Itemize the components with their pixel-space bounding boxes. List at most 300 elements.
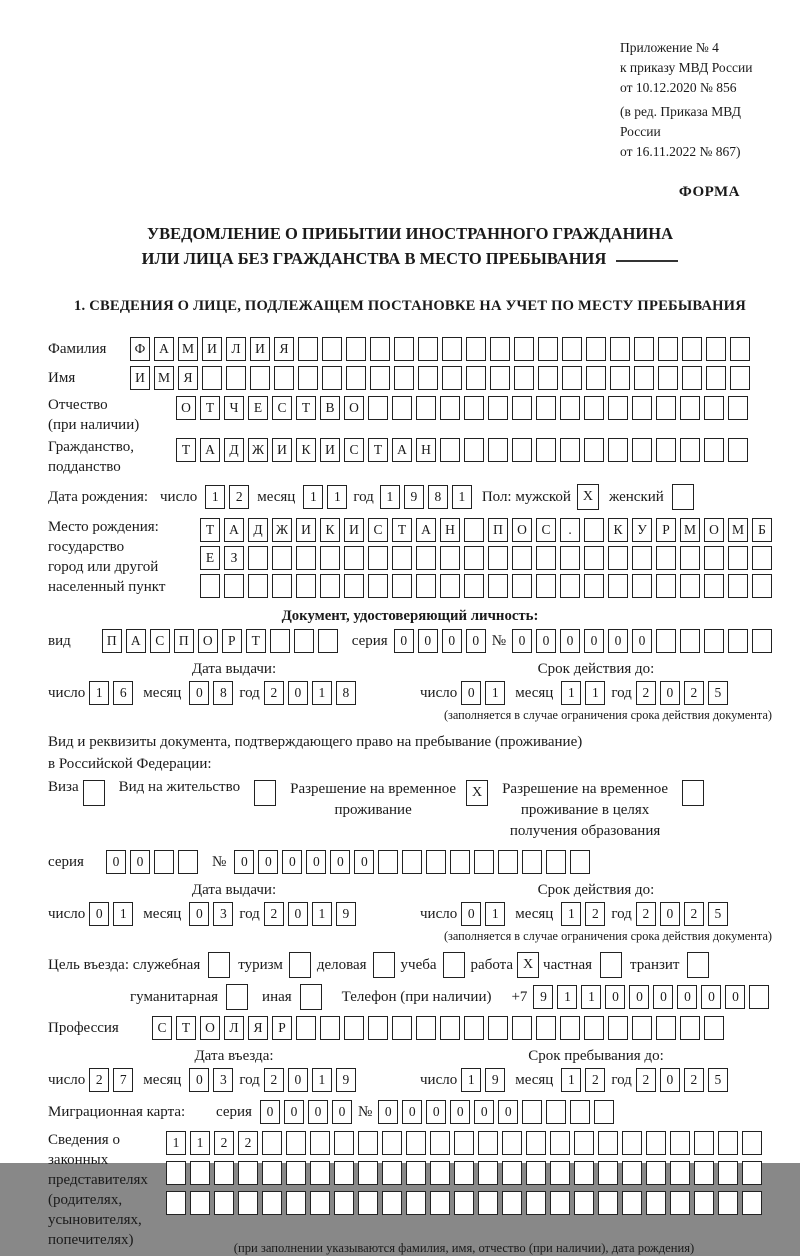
char-cell[interactable] [464, 396, 484, 420]
char-cell[interactable] [560, 1016, 580, 1040]
char-cell[interactable] [382, 1161, 402, 1185]
char-cell[interactable] [238, 1161, 258, 1185]
char-cell[interactable] [526, 1131, 546, 1155]
char-cell[interactable]: 2 [238, 1131, 258, 1155]
char-cell[interactable] [286, 1161, 306, 1185]
checkbox-cell[interactable] [226, 984, 248, 1010]
char-cell[interactable]: 2 [684, 681, 704, 705]
char-cell[interactable] [512, 1016, 532, 1040]
char-cell[interactable]: 0 [288, 1068, 308, 1092]
char-cell[interactable] [270, 629, 290, 653]
char-cell[interactable]: 0 [632, 629, 652, 653]
char-cell[interactable]: Я [274, 337, 294, 361]
char-cell[interactable] [594, 1100, 614, 1124]
char-cell[interactable] [464, 546, 484, 570]
char-cell[interactable] [718, 1191, 738, 1215]
char-cell[interactable] [574, 1191, 594, 1215]
checkbox-cell[interactable] [373, 952, 395, 978]
char-cell[interactable] [584, 1016, 604, 1040]
char-cell[interactable] [454, 1131, 474, 1155]
char-cell[interactable]: 1 [461, 1068, 481, 1092]
char-cell[interactable] [560, 396, 580, 420]
char-cell[interactable] [416, 574, 436, 598]
char-cell[interactable] [670, 1131, 690, 1155]
char-cell[interactable] [406, 1161, 426, 1185]
char-cell[interactable]: С [344, 438, 364, 462]
char-cell[interactable]: 0 [725, 985, 745, 1009]
char-cell[interactable]: 3 [213, 1068, 233, 1092]
char-cell[interactable] [358, 1191, 378, 1215]
char-cell[interactable] [608, 396, 628, 420]
char-cell[interactable] [752, 629, 772, 653]
char-cell[interactable] [622, 1161, 642, 1185]
char-cell[interactable]: 5 [708, 1068, 728, 1092]
char-cell[interactable] [248, 574, 268, 598]
char-cell[interactable]: 0 [677, 985, 697, 1009]
char-cell[interactable] [454, 1161, 474, 1185]
char-cell[interactable]: Т [200, 396, 220, 420]
char-cell[interactable] [706, 337, 726, 361]
char-cell[interactable] [680, 396, 700, 420]
char-cell[interactable]: Т [176, 438, 196, 462]
char-cell[interactable] [704, 574, 724, 598]
char-cell[interactable] [272, 574, 292, 598]
char-cell[interactable]: 2 [636, 681, 656, 705]
char-cell[interactable]: С [150, 629, 170, 653]
char-cell[interactable]: 0 [330, 850, 350, 874]
checkbox-cell[interactable] [682, 780, 704, 806]
char-cell[interactable]: 8 [336, 681, 356, 705]
char-cell[interactable] [368, 396, 388, 420]
char-cell[interactable] [318, 629, 338, 653]
char-cell[interactable] [296, 574, 316, 598]
char-cell[interactable]: 9 [404, 485, 424, 509]
char-cell[interactable]: 0 [354, 850, 374, 874]
char-cell[interactable] [752, 546, 772, 570]
char-cell[interactable]: Е [248, 396, 268, 420]
char-cell[interactable] [670, 1161, 690, 1185]
char-cell[interactable] [646, 1161, 666, 1185]
char-cell[interactable]: 0 [605, 985, 625, 1009]
char-cell[interactable]: 9 [336, 902, 356, 926]
char-cell[interactable] [166, 1161, 186, 1185]
char-cell[interactable]: 0 [660, 681, 680, 705]
char-cell[interactable] [632, 546, 652, 570]
char-cell[interactable] [730, 366, 750, 390]
char-cell[interactable] [502, 1131, 522, 1155]
char-cell[interactable] [464, 438, 484, 462]
char-cell[interactable]: 0 [512, 629, 532, 653]
char-cell[interactable] [728, 574, 748, 598]
checkbox-cell[interactable] [254, 780, 276, 806]
char-cell[interactable]: А [416, 518, 436, 542]
char-cell[interactable] [512, 546, 532, 570]
char-cell[interactable]: Я [248, 1016, 268, 1040]
char-cell[interactable] [730, 337, 750, 361]
char-cell[interactable]: 2 [264, 902, 284, 926]
char-cell[interactable]: А [392, 438, 412, 462]
char-cell[interactable] [728, 546, 748, 570]
char-cell[interactable]: С [272, 396, 292, 420]
char-cell[interactable] [570, 850, 590, 874]
char-cell[interactable]: 1 [557, 985, 577, 1009]
char-cell[interactable]: 0 [288, 681, 308, 705]
char-cell[interactable] [370, 366, 390, 390]
char-cell[interactable]: У [632, 518, 652, 542]
char-cell[interactable] [586, 366, 606, 390]
char-cell[interactable]: К [296, 438, 316, 462]
char-cell[interactable] [382, 1131, 402, 1155]
char-cell[interactable] [634, 337, 654, 361]
char-cell[interactable] [632, 1016, 652, 1040]
char-cell[interactable]: 1 [561, 1068, 581, 1092]
char-cell[interactable] [394, 337, 414, 361]
char-cell[interactable]: А [154, 337, 174, 361]
char-cell[interactable] [392, 396, 412, 420]
char-cell[interactable] [658, 337, 678, 361]
char-cell[interactable] [608, 546, 628, 570]
char-cell[interactable]: 1 [327, 485, 347, 509]
char-cell[interactable]: Д [248, 518, 268, 542]
char-cell[interactable] [634, 366, 654, 390]
char-cell[interactable]: 2 [585, 1068, 605, 1092]
char-cell[interactable] [584, 518, 604, 542]
char-cell[interactable] [742, 1191, 762, 1215]
char-cell[interactable]: Д [224, 438, 244, 462]
char-cell[interactable]: 9 [533, 985, 553, 1009]
char-cell[interactable]: Т [200, 518, 220, 542]
char-cell[interactable]: 0 [466, 629, 486, 653]
char-cell[interactable]: 0 [189, 902, 209, 926]
char-cell[interactable]: 1 [166, 1131, 186, 1155]
char-cell[interactable] [670, 1191, 690, 1215]
char-cell[interactable]: 0 [394, 629, 414, 653]
char-cell[interactable]: 2 [214, 1131, 234, 1155]
char-cell[interactable]: 2 [89, 1068, 109, 1092]
char-cell[interactable] [538, 366, 558, 390]
char-cell[interactable] [704, 438, 724, 462]
char-cell[interactable] [512, 574, 532, 598]
char-cell[interactable]: Т [368, 438, 388, 462]
char-cell[interactable] [286, 1191, 306, 1215]
char-cell[interactable] [742, 1131, 762, 1155]
char-cell[interactable]: 0 [130, 850, 150, 874]
char-cell[interactable] [190, 1191, 210, 1215]
char-cell[interactable] [656, 574, 676, 598]
char-cell[interactable]: Л [226, 337, 246, 361]
char-cell[interactable]: О [512, 518, 532, 542]
char-cell[interactable]: А [200, 438, 220, 462]
char-cell[interactable]: И [272, 438, 292, 462]
char-cell[interactable]: М [154, 366, 174, 390]
char-cell[interactable] [680, 546, 700, 570]
char-cell[interactable]: 2 [684, 902, 704, 926]
char-cell[interactable]: 1 [581, 985, 601, 1009]
char-cell[interactable]: 0 [308, 1100, 328, 1124]
char-cell[interactable] [344, 546, 364, 570]
char-cell[interactable] [656, 546, 676, 570]
char-cell[interactable] [546, 1100, 566, 1124]
char-cell[interactable]: 5 [708, 681, 728, 705]
char-cell[interactable] [418, 337, 438, 361]
char-cell[interactable]: Я [178, 366, 198, 390]
char-cell[interactable]: 1 [312, 902, 332, 926]
char-cell[interactable]: 0 [402, 1100, 422, 1124]
char-cell[interactable] [752, 574, 772, 598]
char-cell[interactable] [166, 1191, 186, 1215]
char-cell[interactable]: 0 [378, 1100, 398, 1124]
char-cell[interactable] [522, 1100, 542, 1124]
char-cell[interactable]: П [102, 629, 122, 653]
char-cell[interactable]: 1 [312, 681, 332, 705]
checkbox-cell[interactable]: X [517, 952, 539, 978]
char-cell[interactable]: 0 [461, 902, 481, 926]
char-cell[interactable] [200, 574, 220, 598]
char-cell[interactable] [646, 1131, 666, 1155]
char-cell[interactable] [658, 366, 678, 390]
char-cell[interactable] [680, 574, 700, 598]
char-cell[interactable]: И [130, 366, 150, 390]
char-cell[interactable] [490, 337, 510, 361]
char-cell[interactable] [382, 1191, 402, 1215]
checkbox-cell[interactable] [300, 984, 322, 1010]
char-cell[interactable] [488, 574, 508, 598]
char-cell[interactable]: 0 [629, 985, 649, 1009]
char-cell[interactable]: 0 [260, 1100, 280, 1124]
char-cell[interactable]: 0 [306, 850, 326, 874]
char-cell[interactable] [310, 1161, 330, 1185]
char-cell[interactable] [694, 1161, 714, 1185]
char-cell[interactable] [286, 1131, 306, 1155]
char-cell[interactable] [536, 396, 556, 420]
char-cell[interactable] [202, 366, 222, 390]
char-cell[interactable] [514, 366, 534, 390]
char-cell[interactable] [718, 1131, 738, 1155]
char-cell[interactable]: 0 [498, 1100, 518, 1124]
char-cell[interactable]: 1 [205, 485, 225, 509]
char-cell[interactable]: К [320, 518, 340, 542]
char-cell[interactable]: Ч [224, 396, 244, 420]
char-cell[interactable] [466, 337, 486, 361]
char-cell[interactable] [272, 546, 292, 570]
checkbox-cell[interactable] [443, 952, 465, 978]
char-cell[interactable]: 0 [584, 629, 604, 653]
char-cell[interactable]: Т [392, 518, 412, 542]
char-cell[interactable] [704, 1016, 724, 1040]
char-cell[interactable]: 0 [536, 629, 556, 653]
char-cell[interactable] [584, 438, 604, 462]
char-cell[interactable] [682, 366, 702, 390]
char-cell[interactable]: 1 [190, 1131, 210, 1155]
char-cell[interactable] [632, 438, 652, 462]
char-cell[interactable] [586, 337, 606, 361]
char-cell[interactable] [598, 1191, 618, 1215]
char-cell[interactable]: А [126, 629, 146, 653]
char-cell[interactable]: 0 [189, 1068, 209, 1092]
char-cell[interactable]: 0 [332, 1100, 352, 1124]
char-cell[interactable] [632, 396, 652, 420]
char-cell[interactable] [320, 1016, 340, 1040]
char-cell[interactable] [704, 629, 724, 653]
char-cell[interactable] [440, 396, 460, 420]
char-cell[interactable]: М [680, 518, 700, 542]
char-cell[interactable] [430, 1191, 450, 1215]
char-cell[interactable]: 1 [561, 902, 581, 926]
char-cell[interactable]: П [174, 629, 194, 653]
char-cell[interactable]: 0 [89, 902, 109, 926]
checkbox-cell[interactable] [289, 952, 311, 978]
char-cell[interactable] [262, 1191, 282, 1215]
char-cell[interactable] [214, 1161, 234, 1185]
char-cell[interactable] [728, 438, 748, 462]
char-cell[interactable] [346, 366, 366, 390]
char-cell[interactable] [178, 850, 198, 874]
char-cell[interactable]: И [344, 518, 364, 542]
char-cell[interactable] [490, 366, 510, 390]
char-cell[interactable]: Н [440, 518, 460, 542]
char-cell[interactable] [262, 1161, 282, 1185]
char-cell[interactable] [440, 438, 460, 462]
char-cell[interactable] [512, 438, 532, 462]
char-cell[interactable] [680, 629, 700, 653]
char-cell[interactable] [334, 1191, 354, 1215]
char-cell[interactable] [466, 366, 486, 390]
char-cell[interactable]: П [488, 518, 508, 542]
char-cell[interactable]: 0 [284, 1100, 304, 1124]
char-cell[interactable] [322, 337, 342, 361]
char-cell[interactable]: Р [656, 518, 676, 542]
char-cell[interactable] [442, 337, 462, 361]
char-cell[interactable] [546, 850, 566, 874]
char-cell[interactable] [154, 850, 174, 874]
char-cell[interactable]: 0 [418, 629, 438, 653]
char-cell[interactable] [538, 337, 558, 361]
char-cell[interactable] [296, 1016, 316, 1040]
checkbox-cell[interactable] [208, 952, 230, 978]
char-cell[interactable] [742, 1161, 762, 1185]
char-cell[interactable] [598, 1161, 618, 1185]
char-cell[interactable] [656, 1016, 676, 1040]
char-cell[interactable]: 0 [653, 985, 673, 1009]
char-cell[interactable]: 2 [684, 1068, 704, 1092]
char-cell[interactable] [454, 1191, 474, 1215]
char-cell[interactable]: 0 [258, 850, 278, 874]
char-cell[interactable]: 1 [380, 485, 400, 509]
char-cell[interactable] [274, 366, 294, 390]
char-cell[interactable]: Ф [130, 337, 150, 361]
char-cell[interactable]: 2 [636, 1068, 656, 1092]
char-cell[interactable] [310, 1191, 330, 1215]
char-cell[interactable]: Т [246, 629, 266, 653]
char-cell[interactable]: 2 [585, 902, 605, 926]
char-cell[interactable]: 0 [660, 902, 680, 926]
char-cell[interactable]: О [344, 396, 364, 420]
char-cell[interactable]: 7 [113, 1068, 133, 1092]
char-cell[interactable] [550, 1131, 570, 1155]
char-cell[interactable] [294, 629, 314, 653]
char-cell[interactable] [704, 546, 724, 570]
char-cell[interactable] [488, 396, 508, 420]
char-cell[interactable] [322, 366, 342, 390]
char-cell[interactable]: Ж [248, 438, 268, 462]
char-cell[interactable]: 8 [428, 485, 448, 509]
char-cell[interactable] [262, 1131, 282, 1155]
char-cell[interactable] [358, 1161, 378, 1185]
char-cell[interactable]: 3 [213, 902, 233, 926]
checkbox-cell[interactable]: X [577, 484, 599, 510]
char-cell[interactable] [570, 1100, 590, 1124]
char-cell[interactable]: С [536, 518, 556, 542]
char-cell[interactable]: О [704, 518, 724, 542]
char-cell[interactable]: 9 [336, 1068, 356, 1092]
char-cell[interactable] [416, 396, 436, 420]
char-cell[interactable] [320, 574, 340, 598]
char-cell[interactable]: 2 [264, 1068, 284, 1092]
char-cell[interactable]: 1 [585, 681, 605, 705]
char-cell[interactable]: Ж [272, 518, 292, 542]
char-cell[interactable] [608, 438, 628, 462]
char-cell[interactable] [310, 1131, 330, 1155]
char-cell[interactable]: 0 [450, 1100, 470, 1124]
char-cell[interactable] [426, 850, 446, 874]
checkbox-cell[interactable] [672, 484, 694, 510]
char-cell[interactable] [584, 574, 604, 598]
char-cell[interactable] [368, 546, 388, 570]
char-cell[interactable]: 2 [229, 485, 249, 509]
char-cell[interactable] [334, 1131, 354, 1155]
char-cell[interactable] [440, 546, 460, 570]
char-cell[interactable]: 0 [189, 681, 209, 705]
char-cell[interactable]: И [250, 337, 270, 361]
char-cell[interactable]: О [176, 396, 196, 420]
char-cell[interactable] [560, 546, 580, 570]
char-cell[interactable]: 0 [461, 681, 481, 705]
char-cell[interactable]: . [560, 518, 580, 542]
char-cell[interactable] [298, 337, 318, 361]
char-cell[interactable]: И [320, 438, 340, 462]
char-cell[interactable] [536, 574, 556, 598]
char-cell[interactable] [346, 337, 366, 361]
char-cell[interactable] [498, 850, 518, 874]
char-cell[interactable] [392, 574, 412, 598]
char-cell[interactable] [296, 546, 316, 570]
char-cell[interactable]: 0 [106, 850, 126, 874]
char-cell[interactable]: 1 [312, 1068, 332, 1092]
char-cell[interactable] [248, 546, 268, 570]
char-cell[interactable] [474, 850, 494, 874]
char-cell[interactable]: И [296, 518, 316, 542]
char-cell[interactable] [440, 1016, 460, 1040]
char-cell[interactable]: О [198, 629, 218, 653]
char-cell[interactable] [536, 438, 556, 462]
char-cell[interactable] [226, 366, 246, 390]
char-cell[interactable] [526, 1161, 546, 1185]
char-cell[interactable] [298, 366, 318, 390]
checkbox-cell[interactable] [687, 952, 709, 978]
char-cell[interactable] [574, 1161, 594, 1185]
char-cell[interactable] [680, 1016, 700, 1040]
char-cell[interactable] [488, 546, 508, 570]
char-cell[interactable] [694, 1131, 714, 1155]
char-cell[interactable] [370, 337, 390, 361]
char-cell[interactable] [550, 1191, 570, 1215]
char-cell[interactable] [334, 1161, 354, 1185]
char-cell[interactable]: 1 [303, 485, 323, 509]
char-cell[interactable] [478, 1161, 498, 1185]
char-cell[interactable]: 0 [282, 850, 302, 874]
char-cell[interactable]: Е [200, 546, 220, 570]
char-cell[interactable] [190, 1161, 210, 1185]
